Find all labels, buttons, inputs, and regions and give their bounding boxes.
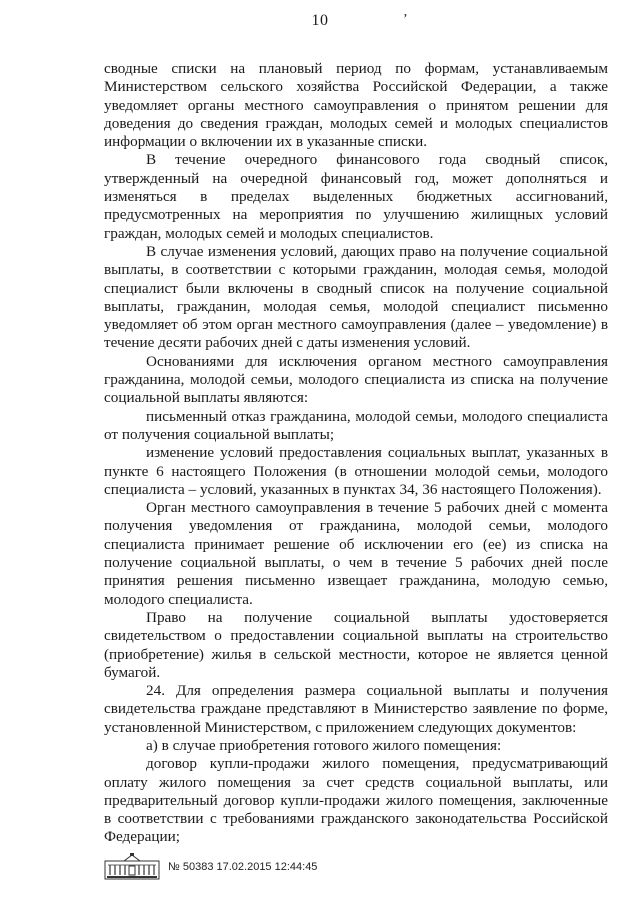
paragraph-6: изменение условий предоставления социальных выплат, указанных в пункте 6 настоящего Положения (в отношении молодой семьи, молодого специалиста – условий, указанных в пунктах 34, 36 настоящего Положения). — [104, 444, 608, 498]
registration-stamp: № 50383 17.02.2015 12:44:45 — [168, 861, 318, 873]
document-body — [104, 60, 608, 847]
page-number: 10 — [311, 12, 329, 29]
government-building-emblem-icon — [104, 853, 160, 881]
paragraph-9: 24. Для определения размера социальной выплаты и получения свидетельства граждане представляют в Министерство заявление по форме, установленной Министерством, с приложением следующих документов: — [104, 682, 608, 736]
paragraph-3: В случае изменения условий, дающих право на получение социальной выплаты, в соответствии с которыми гражданин, молодая семья, молодой специалист были включены в сводный список на получение социальной выплаты, гражданин, молодая семья, молодой специалист письменно уведомляет об этом орган местного самоуправления (далее – уведомление) в течение десяти рабочих дней с даты изменения условий. — [104, 242, 608, 352]
paragraph-2: В течение очередного финансового года сводный список, утвержденный на очередной финансовый год, может дополняться и изменяться в пределах выделенных бюджетных ассигнований, предусмотренных на мероприятия по улучшению жилищных условий граждан, молодых семей и молодых специалистов. — [104, 151, 608, 242]
paragraph-5: письменный отказ гражданина, молодой семьи, молодого специалиста от получения социальной выплаты; — [104, 407, 608, 443]
corner-mark: ʼ — [403, 12, 408, 27]
paragraph-1: сводные списки на плановый период по формам, устанавливаемым Министерством сельского хозяйства Российской Федерации, а также уведомляет органы местного самоуправления о принятом решении для доведения до сведения граждан, молодых семей и молодых специалистов информации о включении их в указанные списки. — [104, 60, 608, 151]
paragraph-10: а) в случае приобретения готового жилого помещения: — [146, 736, 502, 754]
paragraph-8: Право на получение социальной выплаты удостоверяется свидетельством о предоставлении социальной выплаты на строительство (приобретение) жилья в сельской местности, которое не является ценной бумагой. — [104, 608, 608, 681]
paragraph-11: договор купли-продажи жилого помещения, предусматривающий оплату жилого помещения за счет средств социальной выплаты, или предварительный договор купли-продажи жилого помещения, заключенные в соответствии с требованиями гражданского законодательства Российской Федерации; — [104, 755, 608, 846]
registration-footer — [104, 852, 317, 882]
paragraph-7: Орган местного самоуправления в течение 5 рабочих дней с момента получения уведомления от гражданина, молодой семьи, молодого специалиста принимает решение об исключении его (ее) из списка на получение социальной выплаты, о чем в течение 5 рабочих дней после принятия решения письменно извещает гражданина, молодую семью, молодого специалиста. — [104, 499, 608, 608]
paragraph-4: Основаниями для исключения органом местного самоуправления гражданина, молодой семьи, молодого специалиста из списка на получение социальной выплаты являются: — [104, 352, 608, 407]
